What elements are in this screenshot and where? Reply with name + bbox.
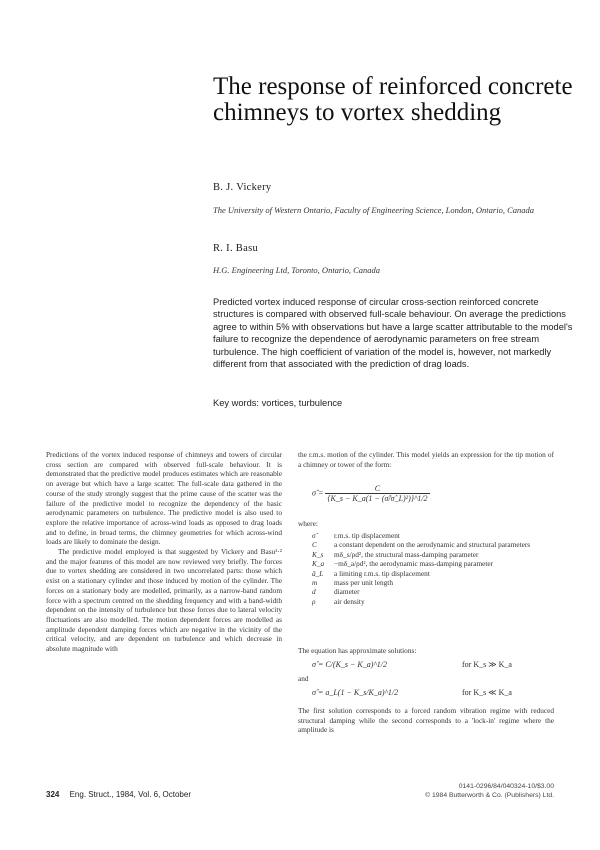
keywords: Key words: vortices, turbulence: [213, 398, 343, 408]
page-footer: [46, 790, 191, 799]
issn-code: 0141-0296/84/040324-10/$3.00: [458, 783, 554, 790]
symbol-row: [312, 550, 552, 559]
author-name-2: R. I. Basu: [213, 243, 258, 254]
symbol-row: [312, 597, 552, 606]
right-column-closing: The first solution corresponds to a forced random vibration regime with reduced structural damping while the second corresponds to a 'lock-in' regime where the amplitude is: [298, 706, 554, 735]
equation-denominator: {K_s − K_a(1 − (σ̂/σ̂_L)²)}^1/2: [327, 494, 428, 503]
footer-copyright-block: [370, 782, 554, 800]
symbol: σ̂: [312, 531, 316, 540]
and-label: and: [298, 674, 309, 683]
symbol-description: a limiting r.m.s. tip displacement: [334, 568, 430, 578]
equation-lhs: σ̂ =: [312, 488, 324, 498]
solution-2-equation: σ̂ = a_L(1 − K_s/K_a)^1/2: [312, 688, 399, 697]
symbol: d: [312, 587, 316, 597]
symbol: C: [312, 540, 317, 550]
symbol-row: [312, 531, 552, 540]
symbol-row: [312, 578, 552, 587]
symbol-description: mass per unit length: [334, 578, 393, 588]
symbol-description: −mδ_a/ρd², the aerodynamic mass-damping parameter: [334, 559, 494, 569]
solution-1-equation: σ̂ = C/(K_s − K_a)^1/2: [312, 660, 388, 669]
solution-2-condition: for K_s ≪ K_a: [462, 688, 512, 697]
symbol: K_s: [312, 549, 324, 559]
author-affiliation-2: H.G. Engineering Ltd, Toronto, Ontario, Canada: [213, 265, 381, 275]
symbol: â_L: [312, 568, 324, 578]
author-name-1: B. J. Vickery: [213, 182, 272, 193]
equation-fraction: [325, 484, 429, 503]
symbol-description: air density: [334, 596, 365, 606]
symbol-row: [312, 569, 552, 578]
where-label: where:: [298, 519, 318, 528]
page-number: 324: [46, 790, 60, 799]
symbol-row: [312, 540, 552, 549]
abstract: Predicted vortex induced response of circular cross-section reinforced concrete structures is compared with observed full-scale behaviour. On average the predictions agree to within 5% with observations but have a large scatter attributable to the model's failure to recognize the dependence of aerodynamic parameters on free stream turbulence. The high coefficient of variation of the model is, however, not markedly different from that associated with the prediction of drag loads.: [213, 297, 573, 370]
copyright-line: © 1984 Butterworth & Co. (Publishers) Ltd.: [425, 792, 554, 799]
symbol-description: r.m.s. tip displacement: [334, 531, 400, 540]
left-column: [46, 450, 282, 654]
solution-1-condition: for K_s ≫ K_a: [462, 660, 512, 669]
equation-numerator: C: [325, 484, 429, 494]
approx-solutions-label: The equation has approximate solutions:: [298, 646, 417, 655]
symbol-description: mδ_s/ρd², the structural mass-damping parameter: [334, 549, 479, 559]
main-equation: [312, 484, 430, 503]
body-paragraph-2: The predictive model employed is that suggested by Vickery and Basu¹·² and the major features of this model are now reviewed very briefly. The forces due to vortex shedding are considered in two uncorrelated parts: those which exist on a stationary cylinder and those induced by motion of the cylinder. The forces on a stationary body are modelled, primarily, as a narrow-band random force with a spectrum centred on the shedding frequency and with a band-width dependent on the intensity of turbulence but those forces due to lateral velocity fluctuations are also modelled. The motion dependent forces are modelled as amplitude dependent damping forces which are negative in the vicinity of the critical velocity, and are dependent on turbulence and which decrease in absolute magnitude with: [46, 547, 282, 654]
journal-citation: Eng. Struct., 1984, Vol. 6, October: [69, 790, 191, 799]
symbol: m: [312, 578, 318, 588]
author-affiliation-1: The University of Western Ontario, Faculty of Engineering Science, London, Ontario, Canada: [213, 205, 534, 215]
symbol: ρ: [312, 596, 316, 606]
symbol-description: diameter: [334, 587, 360, 597]
body-paragraph-1: Predictions of the vortex induced response of chimneys and towers of circular cross section are compared with observed full-scale behaviour. It is demonstrated that the predictive model produces estimates which are reasonable on average but which have a large scatter. The full-scale data gathered in the course of the study strongly suggest that the prime cause of the scatter was the failure of the predictive model to recognize the dependency of the basic aerodynamic parameters on turbulence. The predictive model is also used to explore the relative importance of across-wind loads as opposed to drag loads and to define, in broad terms, the chimney geometries for which across-wind loads are likely to dominate the design.: [46, 450, 282, 547]
symbol-definitions: [312, 531, 552, 606]
symbol-row: [312, 559, 552, 568]
symbol: K_a: [312, 559, 325, 569]
symbol-description: a constant dependent on the aerodynamic and structural parameters: [334, 540, 531, 550]
right-column-intro: the r.m.s. motion of the cylinder. This model yields an expression for the tip motion of a chimney or tower of the form:: [298, 450, 554, 469]
symbol-row: [312, 587, 552, 596]
paper-title: The response of reinforced concrete chimneys to vortex shedding: [213, 73, 573, 126]
